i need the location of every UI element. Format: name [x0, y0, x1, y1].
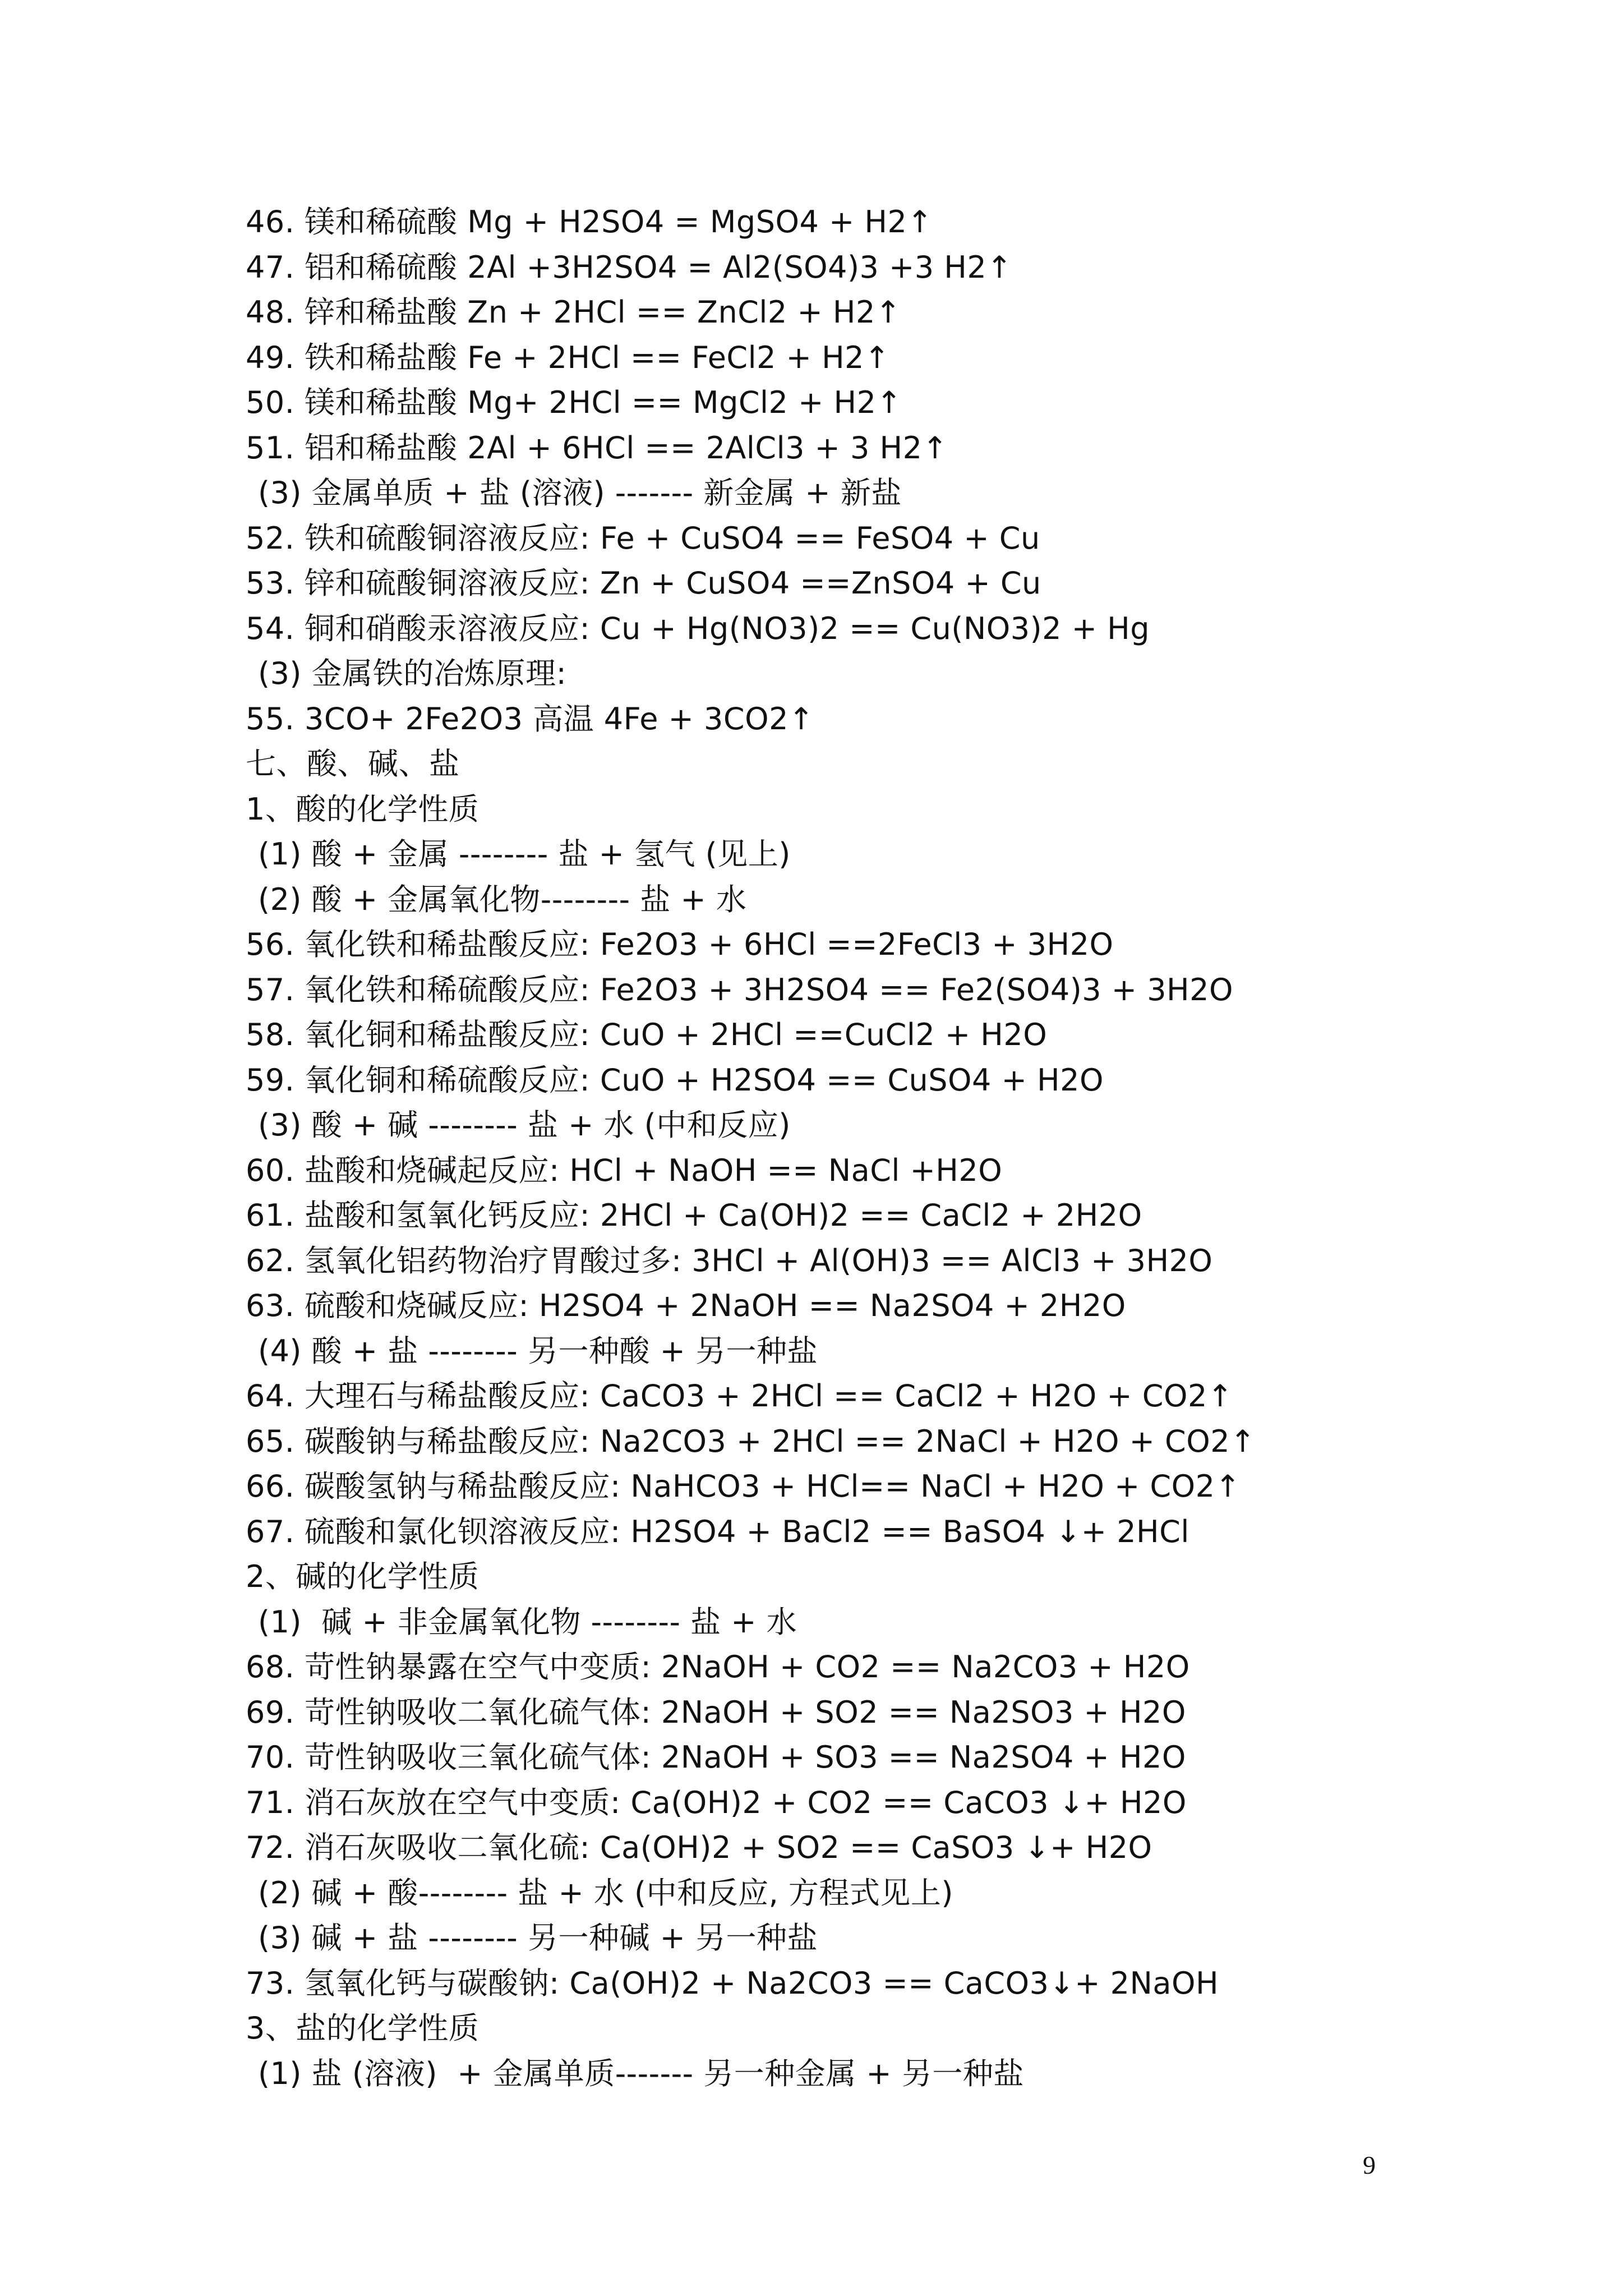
- subsection-heading: (3) 碱 + 盐 -------- 另一种碱 + 另一种盐: [258, 1920, 818, 1955]
- equation-line: 55. 3CO+ 2Fe2O3 高温 4Fe + 3CO2↑: [246, 701, 814, 737]
- equation-line: 69. 苛性钠吸收二氧化硫气体: 2NaOH + SO2 == Na2SO3 + H2O: [246, 1694, 1186, 1730]
- equation-line: 67. 硫酸和氯化钡溶液反应: H2SO4 + BaCl2 == BaSO4 ↓+ 2HCl: [246, 1513, 1189, 1549]
- equation-line: 54. 铜和硝酸汞溶液反应: Cu + Hg(NO3)2 == Cu(NO3)2 + Hg: [246, 610, 1150, 646]
- equation-line: 72. 消石灰吸收二氧化硫: Ca(OH)2 + SO2 == CaSO3 ↓+ H2O: [246, 1830, 1152, 1865]
- equation-line: 64. 大理石与稀盐酸反应: CaCO3 + 2HCl == CaCl2 + H2O + CO2↑: [246, 1378, 1233, 1414]
- subsection-heading: (2) 碱 + 酸-------- 盐 + 水 (中和反应, 方程式见上): [258, 1875, 953, 1911]
- subsection-heading: (1) 盐 (溶液) + 金属单质------- 另一种金属 + 另一种盐: [258, 2055, 1024, 2091]
- chapter-heading: 七、酸、碱、盐: [246, 746, 460, 781]
- document-body: [246, 200, 1536, 2096]
- equation-line: 68. 苛性钠暴露在空气中变质: 2NaOH + CO2 == Na2CO3 + H2O: [246, 1649, 1190, 1685]
- equation-line: 58. 氧化铜和稀盐酸反应: CuO + 2HCl ==CuCl2 + H2O: [246, 1017, 1048, 1052]
- subsection-heading: (1) 碱 + 非金属氧化物 -------- 盐 + 水: [258, 1604, 797, 1640]
- equation-line: 47. 铝和稀硫酸 2Al +3H2SO4 = Al2(SO4)3 +3 H2↑: [246, 249, 1013, 285]
- equation-line: 73. 氢氧化钙与碳酸钠: Ca(OH)2 + Na2CO3 == CaCO3↓+ 2NaOH: [246, 1965, 1219, 2001]
- equation-line: 46. 镁和稀硫酸 Mg + H2SO4 = MgSO4 + H2↑: [246, 204, 933, 240]
- equation-line: 52. 铁和硫酸铜溶液反应: Fe + CuSO4 == FeSO4 + Cu: [246, 520, 1040, 556]
- equation-line: 56. 氧化铁和稀盐酸反应: Fe2O3 + 6HCl ==2FeCl3 + 3H2O: [246, 927, 1114, 962]
- equation-line: 57. 氧化铁和稀硫酸反应: Fe2O3 + 3H2SO4 == Fe2(SO4)3 + 3H2O: [246, 972, 1234, 1007]
- equation-line: 66. 碳酸氢钠与稀盐酸反应: NaHCO3 + HCl== NaCl + H2O + CO2↑: [246, 1469, 1241, 1504]
- equation-line: 61. 盐酸和氢氧化钙反应: 2HCl + Ca(OH)2 == CaCl2 + 2H2O: [246, 1198, 1142, 1233]
- subsection-heading: (1) 酸 + 金属 -------- 盐 + 氢气 (见上): [258, 836, 791, 872]
- subsection-heading: (3) 金属铁的冶炼原理:: [258, 656, 567, 691]
- equation-line: 62. 氢氧化铝药物治疗胃酸过多: 3HCl + Al(OH)3 == AlCl3 + 3H2O: [246, 1243, 1213, 1278]
- equation-line: 49. 铁和稀盐酸 Fe + 2HCl == FeCl2 + H2↑: [246, 339, 890, 375]
- equation-line: 51. 铝和稀盐酸 2Al + 6HCl == 2AlCl3 + 3 H2↑: [246, 430, 948, 466]
- subsection-heading: (3) 酸 + 碱 -------- 盐 + 水 (中和反应): [258, 1107, 791, 1143]
- section-heading: 1、酸的化学性质: [246, 791, 479, 827]
- equation-line: 50. 镁和稀盐酸 Mg+ 2HCl == MgCl2 + H2↑: [246, 385, 902, 420]
- equation-line: 53. 锌和硫酸铜溶液反应: Zn + CuSO4 ==ZnSO4 + Cu: [246, 565, 1041, 601]
- equation-line: 59. 氧化铜和稀硫酸反应: CuO + H2SO4 == CuSO4 + H2O: [246, 1062, 1104, 1098]
- equation-line: 48. 锌和稀盐酸 Zn + 2HCl == ZnCl2 + H2↑: [246, 295, 901, 330]
- equation-line: 71. 消石灰放在空气中变质: Ca(OH)2 + CO2 == CaCO3 ↓+ H2O: [246, 1784, 1187, 1820]
- subsection-heading: (3) 金属单质 + 盐 (溶液) ------- 新金属 + 新盐: [258, 475, 902, 510]
- equation-line: 65. 碳酸钠与稀盐酸反应: Na2CO3 + 2HCl == 2NaCl + H2O + CO2↑: [246, 1423, 1256, 1459]
- section-heading: 2、碱的化学性质: [246, 1559, 479, 1594]
- subsection-heading: (2) 酸 + 金属氧化物-------- 盐 + 水: [258, 881, 747, 917]
- equation-line: 70. 苛性钠吸收三氧化硫气体: 2NaOH + SO3 == Na2SO4 + H2O: [246, 1740, 1186, 1775]
- page-number: 9: [1363, 2151, 1376, 2179]
- section-heading: 3、盐的化学性质: [246, 2010, 479, 2046]
- subsection-heading: (4) 酸 + 盐 -------- 另一种酸 + 另一种盐: [258, 1333, 818, 1369]
- equation-line: 63. 硫酸和烧碱反应: H2SO4 + 2NaOH == Na2SO4 + 2H2O: [246, 1288, 1126, 1323]
- equation-line: 60. 盐酸和烧碱起反应: HCl + NaOH == NaCl +H2O: [246, 1152, 1003, 1188]
